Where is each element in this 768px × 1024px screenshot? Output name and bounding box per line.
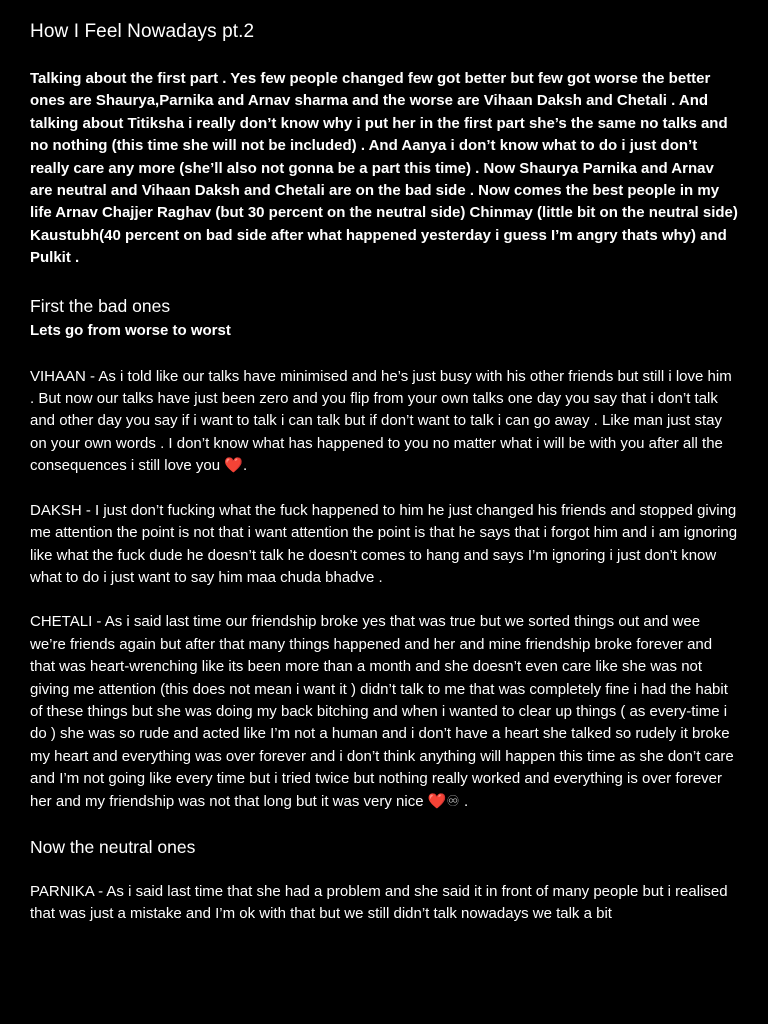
bad-ones-heading: First the bad ones <box>30 295 171 316</box>
parnika-paragraph: PARNIKA - As i said last time that she had a problem and she said it in front of many people but i realised that was just a mistake and I’m ok with that but we still didn’t talk nowadays we talk a bit <box>30 882 728 923</box>
red-heart-emoji: ❤️ <box>427 792 447 810</box>
red-heart-emoji: ❤️ <box>224 457 243 475</box>
chetali-end: . <box>459 792 469 810</box>
chetali-paragraph <box>30 611 738 813</box>
intro-paragraph: Talking about the first part . Yes few people changed few got better but few got worse the better ones are Shaurya,Parnika and Arnav sharma and the worse are Vihaan Daksh and Chetali . And talking about Titiksha i really don’t know why i put her in the first part she’s the same no talks and no nothing (this time she will not be included) . And Aanya i don’t know what to do i just don’t really care any more (she’ll also not gonna be a part this time) . Now Shaurya Parnika and Arnav are neutral and Vihaan Daksh and Chetali are on the bad side . Now comes the best people in my life Arnav Chajjer Raghav (but 30 percent on the neutral side) Chinmay (little bit on the neutral side) Kaustubh(40 percent on bad side after what happened yesterday i guess I’m angry thats why) and Pulkit . <box>30 70 738 267</box>
vihaan-text: VIHAAN - As i told like our talks have minimised and he’s just busy with his other friends but still i love him . But now our talks have just been zero and you flip from your own talks one day you say that i don’t talk and other day you say if i want to talk i can talk but if don’t want to talk i can go away . Like man just stay on your own words . I don’t know what has happened to you no matter what i will be with you after all the consequences i still love you <box>30 367 732 475</box>
note-title: How I Feel Nowadays pt.2 <box>30 21 255 42</box>
neutral-ones-heading: Now the neutral ones <box>30 836 196 857</box>
vihaan-paragraph <box>30 366 738 478</box>
chetali-text: CHETALI - As i said last time our friendship broke yes that was true but we sorted things out and wee we’re friends again but after that many things happened and her and mine friendship broke forever and that was heart-wrenching like its been more than a month and she doesn’t even care like she was not giving me attention (this does not mean i want it ) didn’t talk to me that was completely fine i had the habit of these things but she was doing my back bitching and when i wanted to clear up things ( as every-time i do ) she was so rude and acted like I’m not a human and i don’t have a heart she talked so rudely it broke my heart and everything was over forever and i don’t think anything will happen this time as she don’t care and I’m not going like every time but i tried twice but nothing really worked and everything is over forever her and my friendship was not that long but it was very nice <box>30 613 734 810</box>
infinity-emoji: ♾ <box>446 792 460 810</box>
daksh-paragraph: DAKSH - I just don’t fucking what the fuck happened to him he just changed his friends and stopped giving me attention the point is not that i want attention the point is that he says that i forgot him and i am ignoring like what the fuck dude he doesn’t talk he doesn’t comes to hang and says I’m ignoring i just don’t know what to do i just want to say him maa chuda bhadve . <box>30 501 738 586</box>
vihaan-end: . <box>242 457 248 475</box>
bad-ones-subheading: Lets go from worse to worst <box>30 321 231 339</box>
